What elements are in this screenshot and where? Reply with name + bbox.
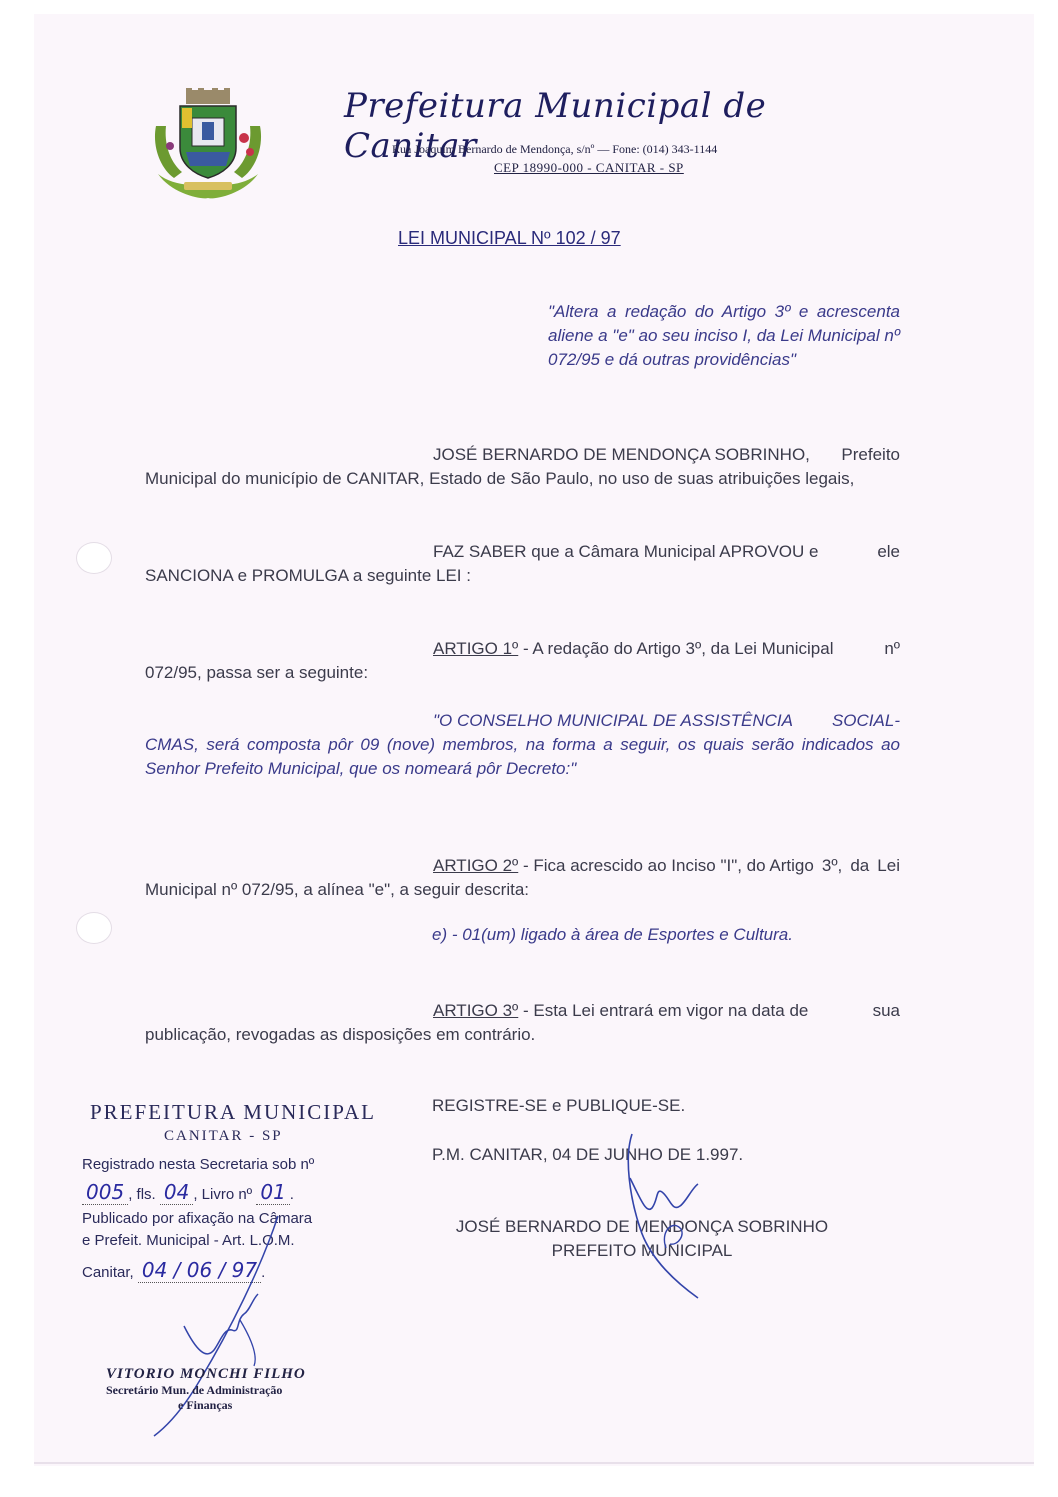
- enactment-rest: ele SANCIONA e PROMULGA a seguinte LEI :: [145, 542, 900, 585]
- stamp-fls-label: , fls.: [128, 1186, 156, 1203]
- stamp-fls-number: 04: [160, 1180, 193, 1205]
- law-ementa: "Altera a redação do Artigo 3º e acrescenta aliene a "e" ao seu inciso I, da Lei Municipal nº 072/95 e dá outras providências": [548, 302, 900, 369]
- article-3-label: ARTIGO 3º: [433, 1001, 519, 1020]
- preamble-lead: JOSÉ BERNARDO DE MENDONÇA SOBRINHO,: [433, 445, 810, 464]
- enactment-lead: FAZ SABER que a Câmara Municipal APROVOU e: [433, 542, 819, 561]
- stamp-livro-number: 01: [256, 1180, 289, 1205]
- letterhead-cep: CEP 18990-000 - CANITAR - SP: [494, 160, 684, 175]
- letterhead-address: Rua Joaquim Bernardo de Mendonça, s/nº — Fone: (014) 343-1144: [392, 142, 718, 156]
- article-2-rest: 3º, da Lei Municipal nº 072/95, a alínea "e", a seguir descrita:: [145, 856, 900, 899]
- article-3-lead: - Esta Lei entrará em vigor na data de: [518, 1001, 809, 1020]
- article-2-lead: - Fica acrescido ao Inciso "I", do Artigo: [518, 856, 814, 875]
- stamp-date-line: Canitar, 04 / 06 / 97 .: [82, 1258, 266, 1282]
- article-1-lead: - A redação do Artigo 3º, da Lei Municipal: [518, 639, 834, 658]
- stamp-article-line: e Prefeit. Municipal - Art. L.O.M.: [82, 1232, 295, 1249]
- stamp-reg-number: 005: [82, 1180, 128, 1205]
- page-edge: [34, 1462, 1034, 1464]
- preamble-paragraph: [145, 443, 900, 491]
- preamble-rest: Prefeito Municipal do município de CANITAR, Estado de São Paulo, no uso de suas atribuições legais,: [145, 445, 900, 488]
- article-2: [145, 854, 900, 902]
- secretary-role: Secretário Mun. de Administração: [106, 1383, 283, 1397]
- article-1-label: ARTIGO 1º: [433, 639, 519, 658]
- stamp-registered-line: Registrado nesta Secretaria sob nº: [82, 1156, 315, 1173]
- stamp-subtitle: CANITAR - SP: [164, 1128, 283, 1144]
- article-1-rest: nº 072/95, passa ser a seguinte:: [145, 639, 900, 682]
- stamp-published-line: Publicado por afixação na Câmara: [82, 1210, 313, 1227]
- signer-name: JOSÉ BERNARDO DE MENDONÇA SOBRINHO: [455, 1217, 829, 1236]
- coat-of-arms-icon: [152, 86, 264, 202]
- article-1: [145, 637, 900, 685]
- law-title: LEI MUNICIPAL Nº 102 / 97: [398, 228, 621, 248]
- registre-line: REGISTRE-SE e PUBLIQUE-SE.: [432, 1096, 686, 1115]
- punch-hole: [76, 912, 112, 944]
- quote-lead: "O CONSELHO MUNICIPAL DE ASSISTÊNCIA: [433, 711, 793, 730]
- quote-rest: SOCIAL-CMAS, será composta pôr 09 (nove) membros, na forma a seguir, os quais serão indicados ao Senhor Prefeito Municipal, que os nomeará pôr Decreto:": [145, 711, 900, 778]
- article-1-quote: [145, 709, 900, 781]
- stamp-livro-label: , Livro nº: [193, 1186, 253, 1203]
- stamp-numbers-line: 005 , fls. 04 , Livro nº 01 .: [82, 1180, 294, 1204]
- secretary-name: VITORIO MONCHI FILHO: [106, 1366, 306, 1382]
- article-2-label: ARTIGO 2º: [433, 856, 519, 875]
- date-line: P.M. CANITAR, 04 DE JUNHO DE 1.997.: [432, 1145, 744, 1164]
- enactment-paragraph: [145, 540, 900, 588]
- article-3: [145, 999, 900, 1047]
- alinea-e: e) - 01(um) ligado à área de Esportes e Cultura.: [432, 925, 793, 944]
- stamp-canitar-label: Canitar,: [82, 1264, 134, 1281]
- signer-role: PREFEITO MUNICIPAL: [551, 1241, 733, 1260]
- letterhead-title: Prefeitura Municipal de Canitar: [344, 86, 767, 166]
- article-3-rest: sua publicação, revogadas as disposições em contrário.: [145, 1001, 900, 1044]
- secretary-role-2: e Finanças: [178, 1398, 233, 1412]
- secretary-stamp: [106, 1366, 306, 1413]
- signature-block: [432, 1215, 852, 1263]
- stamp-date: 04 / 06 / 97: [138, 1258, 261, 1283]
- punch-hole: [76, 542, 112, 574]
- stamp-title: PREFEITURA MUNICIPAL: [90, 1100, 377, 1124]
